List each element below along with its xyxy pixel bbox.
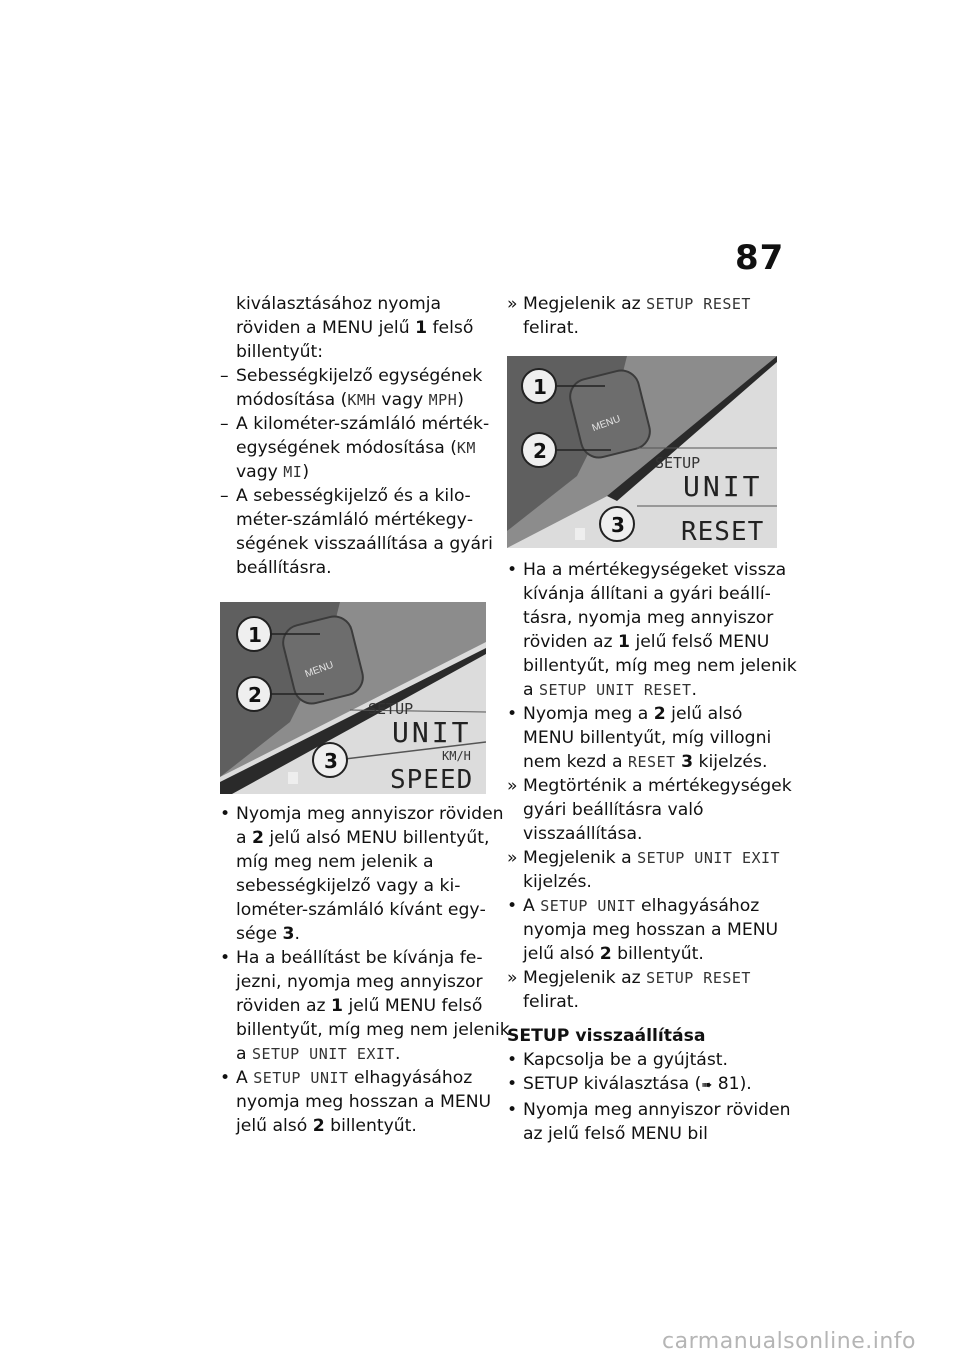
svg-text:1: 1 [248,623,262,647]
svg-text:MENU: MENU [303,659,336,681]
svg-text:UNIT: UNIT [392,716,472,749]
list-item: – A kilométer-számláló mértékegységének módosítása (KM vagy MI) [220,414,490,482]
svg-text:2: 2 [533,439,547,463]
figure-setup-unit-reset [507,356,777,548]
list-item: • Nyomja meg annyiszor röviden a 2 jelű alsó MENU billentyűt, míg meg nem jelenik a sebességkijelző vagy a kilométer-számláló kívánt egysége 3. [220,804,504,944]
svg-text:2: 2 [248,683,262,707]
left-column [220,292,510,1138]
figure-setup-unit-speed [220,602,486,794]
svg-text:KM/H: KM/H [442,749,471,763]
svg-text:UNIT: UNIT [683,470,763,503]
cockpit-display-illustration [507,356,777,548]
list-item: » Megjelenik az SETUP RESET felirat. [507,968,751,1012]
list-item: • Nyomja meg annyiszor röviden az jelű felső MENU bil [507,1100,791,1144]
list-item: » Megtörténik a mértékegységek gyári beállításra való visszaállítása. [507,776,792,844]
list-item: • SETUP kiválasztása (➠ 81). [507,1072,797,1098]
right-column [507,292,797,1146]
page-number: 87 [735,238,785,278]
svg-text:SPEED: SPEED [390,765,474,794]
list-item: • Kapcsolja be a gyújtást. [507,1050,728,1070]
intro-paragraph: kiválasztásához nyomja röviden a MENU jelű 1 felső billentyűt: [236,294,474,362]
list-item: • A SETUP UNIT elhagyásához nyomja meg hosszan a MENU jelű alsó 2 billentyűt. [507,896,779,964]
page-reference-arrow-icon: ➠ [701,1078,713,1093]
list-item: » Megjelenik az SETUP RESET felirat. [507,294,751,338]
list-item: – Sebességkijelző egységének módosítása (KMH vagy MPH) [220,366,483,410]
section-heading: SETUP visszaállítása [507,1026,706,1046]
cockpit-display-illustration [220,602,486,794]
list-item: • Ha a beállítást be kívánja fejezni, nyomja meg annyiszor röviden az 1 jelű MENU felső billentyűt, míg meg nem jelenik a SETUP UNIT EXIT. [220,948,510,1064]
list-item: • Ha a mértékegységeket vissza kívánja állítani a gyári beállításra, nyomja meg annyiszor röviden az 1 jelű felső MENU billentyűt, míg meg nem jelenik a SETUP UNIT RESET. [507,560,797,700]
list-item: • A SETUP UNIT elhagyásához nyomja meg hosszan a MENU jelű alsó 2 billentyűt. [220,1068,492,1136]
svg-text:3: 3 [611,513,625,537]
watermark-footer: carmanualsonline.info [662,1329,916,1354]
list-item: • Nyomja meg a 2 jelű alsó MENU billentyűt, míg villogni nem kezd a RESET 3 kijelzés. [507,704,772,772]
list-item: » Megjelenik a SETUP UNIT EXIT kijelzés. [507,848,781,892]
list-item: – A sebességkijelző és a kilométer-számláló mértékegységének visszaállítása a gyári beállításra. [220,486,493,578]
svg-text:1: 1 [533,375,547,399]
svg-text:SETUP: SETUP [655,454,701,472]
svg-text:3: 3 [324,749,338,773]
svg-text:MENU: MENU [590,413,623,435]
svg-text:SETUP: SETUP [368,700,414,718]
svg-text:RESET: RESET [681,517,765,547]
